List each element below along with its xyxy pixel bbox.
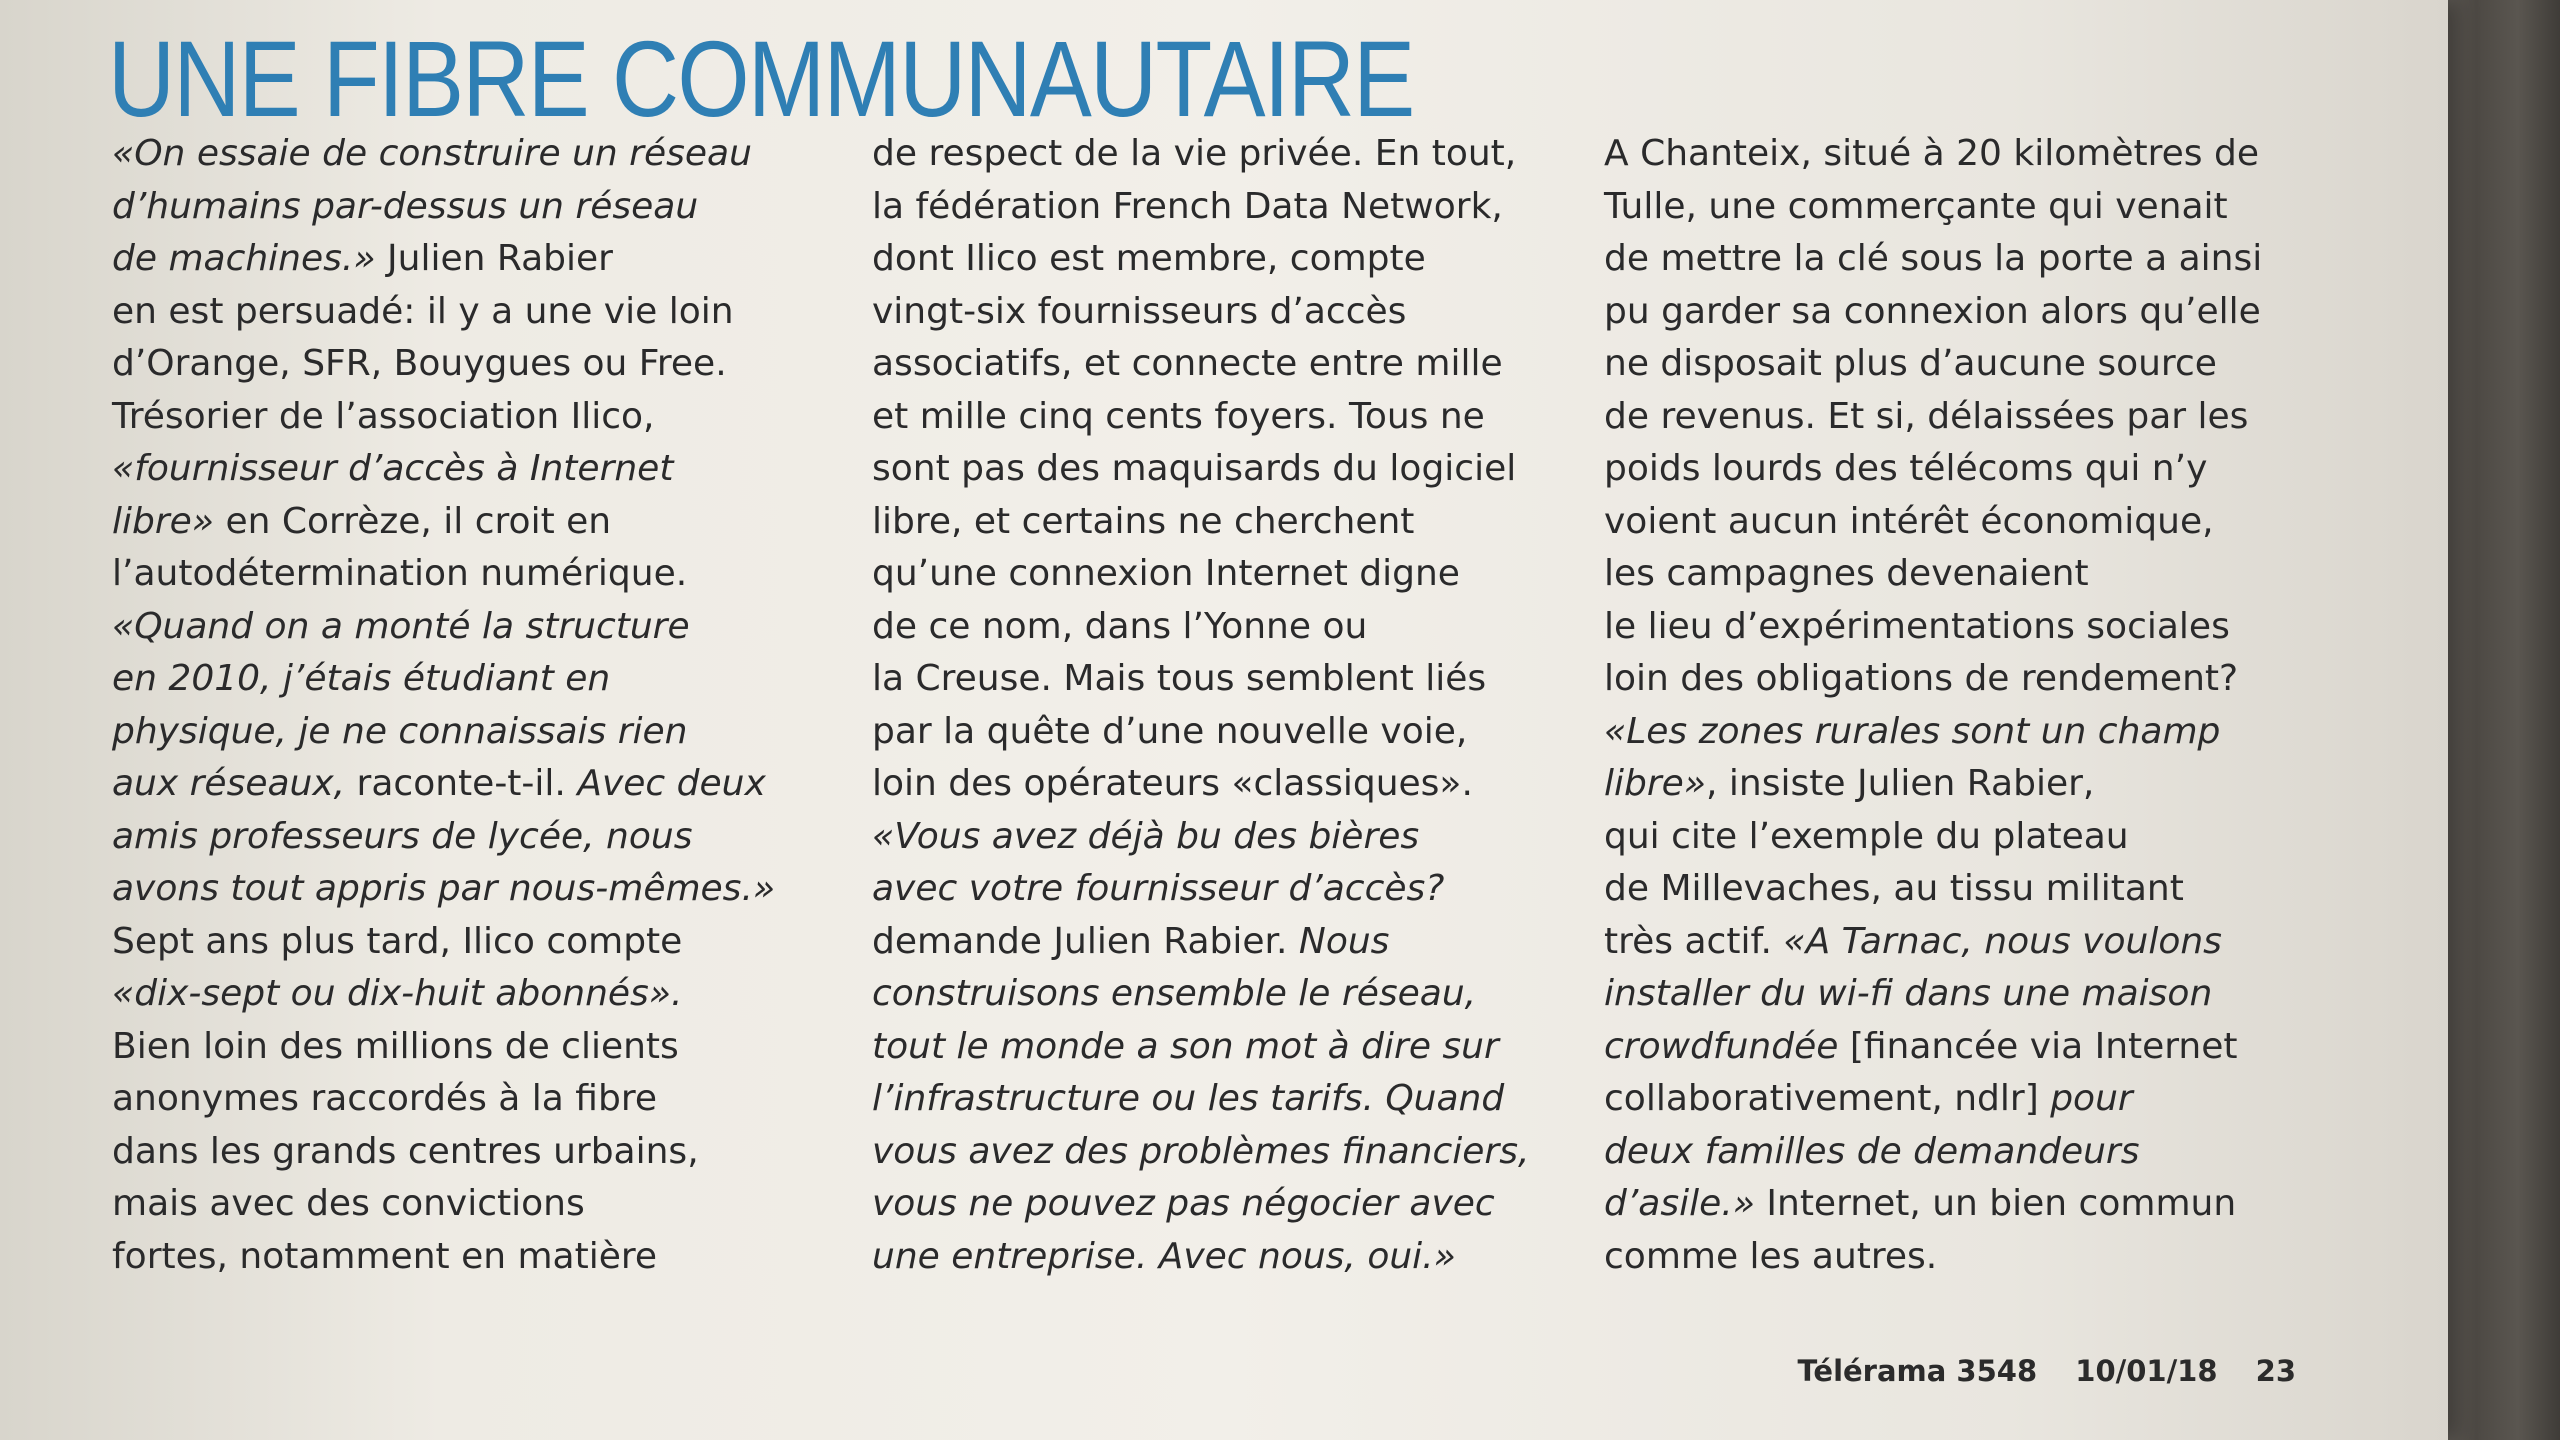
italic-text-segment: amis professeurs de lycée, nous — [112, 815, 693, 857]
text-line — [112, 758, 852, 811]
italic-text-segment: «Les zones rurales sont un champ — [1604, 710, 2221, 752]
text-line — [872, 1178, 1612, 1231]
text-line — [1604, 496, 2364, 549]
text-segment: de respect de la vie privée. En tout, — [872, 133, 1517, 174]
text-segment: [financée via Internet — [1849, 1025, 2238, 1067]
article-column-1 — [112, 128, 852, 1283]
text-segment: en est persuadé: il y a une vie loin — [112, 290, 734, 332]
italic-text-segment: «On essaie de construire un réseau — [112, 133, 752, 174]
text-line — [1604, 811, 2364, 864]
text-segment: demande Julien Rabier. — [872, 920, 1299, 962]
italic-text-segment: «Quand on a monté la structure — [112, 605, 690, 647]
text-line — [872, 496, 1612, 549]
text-segment: de ce nom, dans l’Yonne ou — [872, 605, 1368, 647]
text-line — [872, 916, 1612, 969]
issue-date: 10/01/18 — [2075, 1354, 2218, 1388]
text-segment: poids lourds des télécoms qui n’y — [1604, 448, 2208, 489]
text-line — [1604, 443, 2364, 496]
text-line — [112, 706, 852, 759]
text-line — [872, 601, 1612, 654]
text-line — [1604, 601, 2364, 654]
text-segment: A Chanteix, situé à 20 kilomètres de — [1604, 133, 2259, 174]
text-segment: loin des opérateurs «classiques». — [872, 763, 1473, 804]
text-line — [1604, 1073, 2364, 1126]
text-line — [1604, 916, 2364, 969]
italic-text-segment: libre» — [1604, 763, 1707, 804]
text-segment: voient aucun intérêt économique, — [1604, 500, 2214, 542]
text-line — [112, 601, 852, 654]
text-segment: le lieu d’expérimentations sociales — [1604, 605, 2230, 647]
text-line — [872, 706, 1612, 759]
text-line — [872, 338, 1612, 391]
text-line — [112, 443, 852, 496]
italic-text-segment: l’infrastructure ou les tarifs. Quand — [872, 1078, 1505, 1119]
text-line — [1604, 338, 2364, 391]
text-line — [112, 1021, 852, 1074]
text-line — [1604, 968, 2364, 1021]
italic-text-segment: avec votre fournisseur d’accès? — [872, 868, 1445, 909]
text-line — [872, 1231, 1612, 1284]
italic-text-segment: pour — [2050, 1078, 2133, 1119]
italic-text-segment: Nous — [1298, 920, 1390, 962]
text-segment: qu’une connexion Internet digne — [872, 553, 1460, 594]
text-line — [872, 653, 1612, 706]
text-segment: , insiste Julien Rabier, — [1706, 763, 2095, 804]
italic-text-segment: installer du wi-fi dans une maison — [1604, 973, 2213, 1014]
text-segment: de Millevaches, au tissu militant — [1604, 868, 2184, 909]
text-segment: sont pas des maquisards du logiciel — [872, 448, 1517, 489]
text-line — [112, 286, 852, 339]
text-line — [872, 391, 1612, 444]
text-line — [1604, 863, 2364, 916]
italic-text-segment: «A Tarnac, nous voulons — [1783, 920, 2222, 962]
text-line — [1604, 286, 2364, 339]
text-segment: Tulle, une commerçante qui venait — [1604, 185, 2228, 227]
text-line — [112, 1231, 852, 1284]
text-segment: fortes, notamment en matière — [112, 1235, 658, 1277]
text-line — [872, 863, 1612, 916]
page-number: 23 — [2255, 1354, 2296, 1388]
text-segment: associatifs, et connecte entre mille — [872, 343, 1503, 384]
text-line — [112, 1126, 852, 1179]
text-line — [1604, 128, 2364, 181]
text-line — [1604, 706, 2364, 759]
text-line — [872, 811, 1612, 864]
text-segment: par la quête d’une nouvelle voie, — [872, 710, 1468, 752]
text-line — [1604, 233, 2364, 286]
text-segment: et mille cinq cents foyers. Tous ne — [872, 395, 1485, 437]
text-line — [1604, 548, 2364, 601]
text-line — [1604, 653, 2364, 706]
text-line — [112, 128, 852, 181]
text-segment: Julien Rabier — [375, 238, 613, 279]
text-segment: très actif. — [1604, 920, 1784, 962]
article-column-2 — [872, 128, 1612, 1283]
italic-text-segment: vous avez des problèmes financiers, — [872, 1130, 1530, 1172]
italic-text-segment: construisons ensemble le réseau, — [872, 973, 1477, 1014]
text-segment: la Creuse. Mais tous semblent liés — [872, 658, 1487, 699]
text-segment: Internet, un bien commun — [1754, 1183, 2237, 1224]
article-headline: UNE FIBRE COMMUNAUTAIRE — [108, 18, 1414, 139]
text-line — [112, 863, 852, 916]
text-line — [112, 811, 852, 864]
text-segment: qui cite l’exemple du plateau — [1604, 815, 2129, 857]
text-line — [112, 338, 852, 391]
text-segment: de revenus. Et si, délaissées par les — [1604, 395, 2249, 437]
text-line — [112, 1073, 852, 1126]
text-segment: de mettre la clé sous la porte a ainsi — [1604, 238, 2263, 279]
text-segment: mais avec des convictions — [112, 1183, 585, 1224]
text-line — [1604, 1021, 2364, 1074]
italic-text-segment: tout le monde a son mot à dire sur — [872, 1025, 1499, 1067]
text-segment: loin des obligations de rendement? — [1604, 658, 2239, 699]
article-column-3 — [1604, 128, 2364, 1283]
text-line — [872, 181, 1612, 234]
text-line — [112, 916, 852, 969]
text-segment: en Corrèze, il croit en — [214, 500, 612, 542]
text-segment: la fédération French Data Network, — [872, 185, 1503, 227]
text-line — [1604, 1231, 2364, 1284]
italic-text-segment: aux réseaux, — [112, 763, 346, 804]
text-line — [872, 1073, 1612, 1126]
italic-text-segment: de machines.» — [112, 238, 376, 279]
text-line — [872, 548, 1612, 601]
italic-text-segment: libre» — [112, 500, 215, 542]
italic-text-segment: Avec deux — [577, 763, 766, 804]
italic-text-segment: une entreprise. Avec nous, oui.» — [872, 1235, 1456, 1277]
text-segment: Trésorier de l’association Ilico, — [112, 395, 655, 437]
text-segment: Bien loin des millions de clients — [112, 1025, 679, 1067]
text-line — [872, 1021, 1612, 1074]
text-line — [112, 181, 852, 234]
italic-text-segment: «Vous avez déjà bu des bières — [872, 815, 1420, 857]
italic-text-segment: physique, je ne connaissais rien — [112, 710, 688, 752]
italic-text-segment: crowdfundée — [1604, 1025, 1850, 1067]
text-line — [112, 653, 852, 706]
text-line — [1604, 758, 2364, 811]
text-line — [112, 496, 852, 549]
text-segment: d’Orange, SFR, Bouygues ou Free. — [112, 343, 727, 384]
text-line — [112, 548, 852, 601]
text-line — [112, 233, 852, 286]
text-line — [872, 233, 1612, 286]
text-segment: libre, et certains ne cherchent — [872, 500, 1415, 542]
italic-text-segment: «dix-sept ou dix-huit abonnés». — [112, 973, 683, 1014]
publication-name: Télérama 3548 — [1797, 1354, 2038, 1388]
italic-text-segment: en 2010, j’étais étudiant en — [112, 658, 611, 699]
page-footer — [1797, 1354, 2296, 1388]
text-line — [1604, 1178, 2364, 1231]
text-line — [872, 128, 1612, 181]
text-line — [872, 286, 1612, 339]
text-line — [872, 968, 1612, 1021]
text-segment: anonymes raccordés à la fibre — [112, 1078, 657, 1119]
text-line — [872, 758, 1612, 811]
text-segment: dont Ilico est membre, compte — [872, 238, 1426, 279]
text-line — [112, 391, 852, 444]
text-line — [1604, 391, 2364, 444]
italic-text-segment: deux familles de demandeurs — [1604, 1130, 2140, 1172]
text-segment: vingt-six fournisseurs d’accès — [872, 290, 1407, 332]
text-segment: Sept ans plus tard, Ilico compte — [112, 920, 683, 962]
text-segment: dans les grands centres urbains, — [112, 1130, 699, 1172]
text-segment: l’autodétermination numérique. — [112, 553, 688, 594]
italic-text-segment: vous ne pouvez pas négocier avec — [872, 1183, 1495, 1224]
text-line — [872, 443, 1612, 496]
italic-text-segment: d’asile.» — [1604, 1183, 1755, 1224]
text-line — [112, 968, 852, 1021]
italic-text-segment: avons tout appris par nous-mêmes.» — [112, 868, 776, 909]
text-segment: collaborativement, ndlr] — [1604, 1078, 2051, 1119]
text-segment: ne disposait plus d’aucune source — [1604, 343, 2217, 384]
italic-text-segment: d’humains par-dessus un réseau — [112, 185, 699, 227]
text-segment: les campagnes devenaient — [1604, 553, 2089, 594]
text-line — [1604, 1126, 2364, 1179]
text-segment: raconte-t-il. — [345, 763, 578, 804]
text-line — [872, 1126, 1612, 1179]
text-line — [1604, 181, 2364, 234]
italic-text-segment: «fournisseur d’accès à Internet — [112, 448, 674, 489]
text-segment: pu garder sa connexion alors qu’elle — [1604, 290, 2261, 332]
text-segment: comme les autres. — [1604, 1235, 1938, 1277]
text-line — [112, 1178, 852, 1231]
